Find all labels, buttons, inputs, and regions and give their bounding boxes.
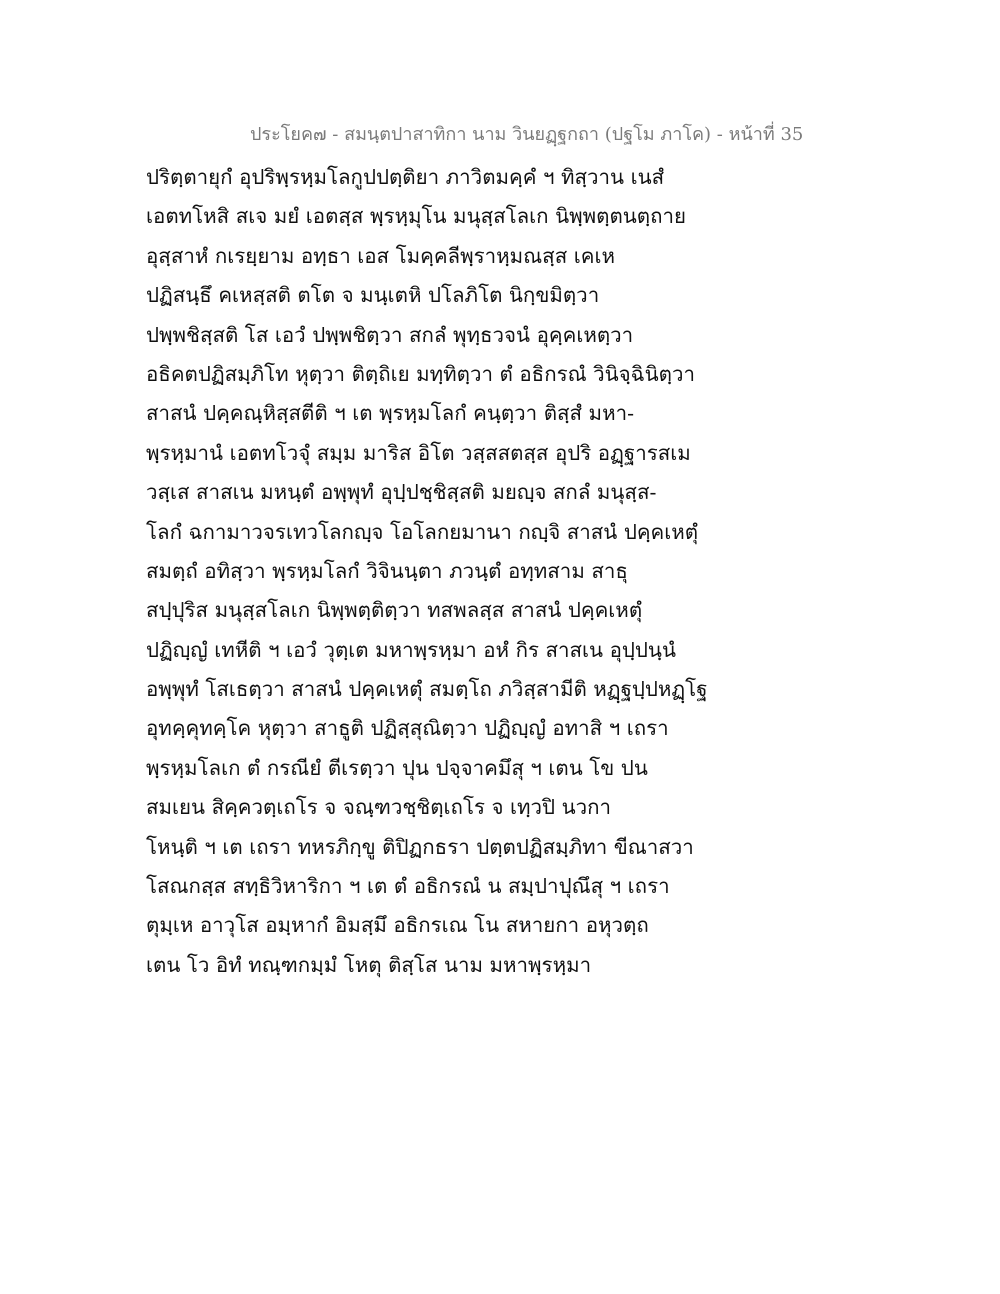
body-text	[146, 158, 866, 985]
text-line: เอตทโหสิ สเจ มยํ เอตสฺส พฺรหฺมุโน มนุสฺสโลเก นิพฺพตฺตนตฺถาย	[146, 204, 687, 229]
text-line: อุสฺสาหํ กเรยฺยาม อทฺธา เอส โมคฺคลีพฺราหฺมณสฺส เคเห	[146, 243, 615, 268]
text-line: โสณกสฺส สทฺธิวิหาริกา ฯ เต ตํ อธิกรณํ น สมฺปาปุณึสุ ฯ เถรา	[146, 874, 670, 899]
running-header: ประโยค๗ - สมนฺตปาสาทิกา นาม วินยฏฺฐกถา (ปฐโม ภาโค) - หน้าที่ 35	[250, 124, 804, 145]
text-line: อุทคฺคุทคฺโค หุตฺวา สาธูติ ปฏิสฺสุณิตฺวา ปฏิญฺญํ อทาสิ ฯ เถรา	[146, 716, 669, 741]
text-line: โหนฺติ ฯ เต เถรา ทหรภิกฺขู ติปิฏกธรา ปตฺตปฏิสมฺภิทา ขีณาสวา	[146, 834, 694, 859]
text-line: ตุมฺเห อาวุโส อมฺหากํ อิมสฺมึ อธิกรเณ โน สหายกา อหุวตฺถ	[146, 913, 649, 938]
text-line: พฺรหฺมโลเก ตํ กรณียํ ตีเรตฺวา ปุน ปจฺจาคมึสุ ฯ เตน โข ปน	[146, 755, 648, 780]
text-line: สาสนํ ปคฺคณฺหิสฺสตีติ ฯ เต พฺรหฺมโลกํ คนฺตฺวา ติสฺสํ มหา-	[146, 401, 635, 426]
text-line: วสฺเส สาสเน มหนฺตํ อพฺพุทํ อุปฺปชฺชิสฺสติ มยญฺจ สกลํ มนุสฺส-	[146, 480, 657, 505]
text-line: อธิคตปฏิสมฺภิโท หุตฺวา ติตฺถิเย มทฺทิตฺวา ตํ อธิกรณํ วินิจฺฉินิตฺวา	[146, 361, 695, 386]
text-line: สมเยน สิคฺควตฺเถโร จ จณฺฑวชฺชิตฺเถโร จ เทฺวปิ นวกา	[146, 795, 612, 820]
text-line: ปริตฺตายุกํ อุปริพฺรหฺมโลกูปปตฺติยา ภาวิตมคฺคํ ฯ ทิสฺวาน เนสํ	[146, 165, 665, 189]
text-line: สปฺปุริส มนุสฺสโลเก นิพฺพตฺติตฺวา ทสพลสฺส สาสนํ ปคฺคเหตุํ	[146, 598, 643, 623]
text-line: พฺรหฺมานํ เอตทโวจุํ สมฺม มาริส อิโต วสฺสสตสฺส อุปริ อฏฺฐารสเม	[146, 440, 691, 465]
text-line: ปฏิญฺญํ เทหีติ ฯ เอวํ วุตฺเต มหาพฺรหฺมา อหํ กิร สาสเน อุปฺปนฺนํ	[146, 637, 676, 662]
text-line: สมตฺถํ อทิสฺวา พฺรหฺมโลกํ วิจินนฺตา ภวนฺตํ อทฺทสาม สาธุ	[146, 558, 628, 583]
text-line: ปฏิสนฺธึ คเหสฺสติ ตโต จ มนฺเตหิ ปโลภิโต นิกฺขมิตฺวา	[146, 283, 600, 308]
text-line: โลกํ ฉกามาวจรเทวโลกญฺจ โอโลกยมานา กญฺจิ สาสนํ ปคฺคเหตุํ	[146, 519, 699, 544]
text-line: อพฺพุทํ โสเธตฺวา สาสนํ ปคฺคเหตุํ สมตฺโถ ภวิสฺสามีติ หฏฺฐปฺปหฏฺโฐ	[146, 677, 708, 702]
text-line: เตน โว อิทํ ทณฺฑกมฺมํ โหตุ ติสฺโส นาม มหาพฺรหฺมา	[146, 952, 592, 977]
text-line: ปพฺพชิสฺสติ โส เอวํ ปพฺพชิตฺวา สกลํ พุทฺธวจนํ อุคฺคเหตฺวา	[146, 322, 634, 347]
